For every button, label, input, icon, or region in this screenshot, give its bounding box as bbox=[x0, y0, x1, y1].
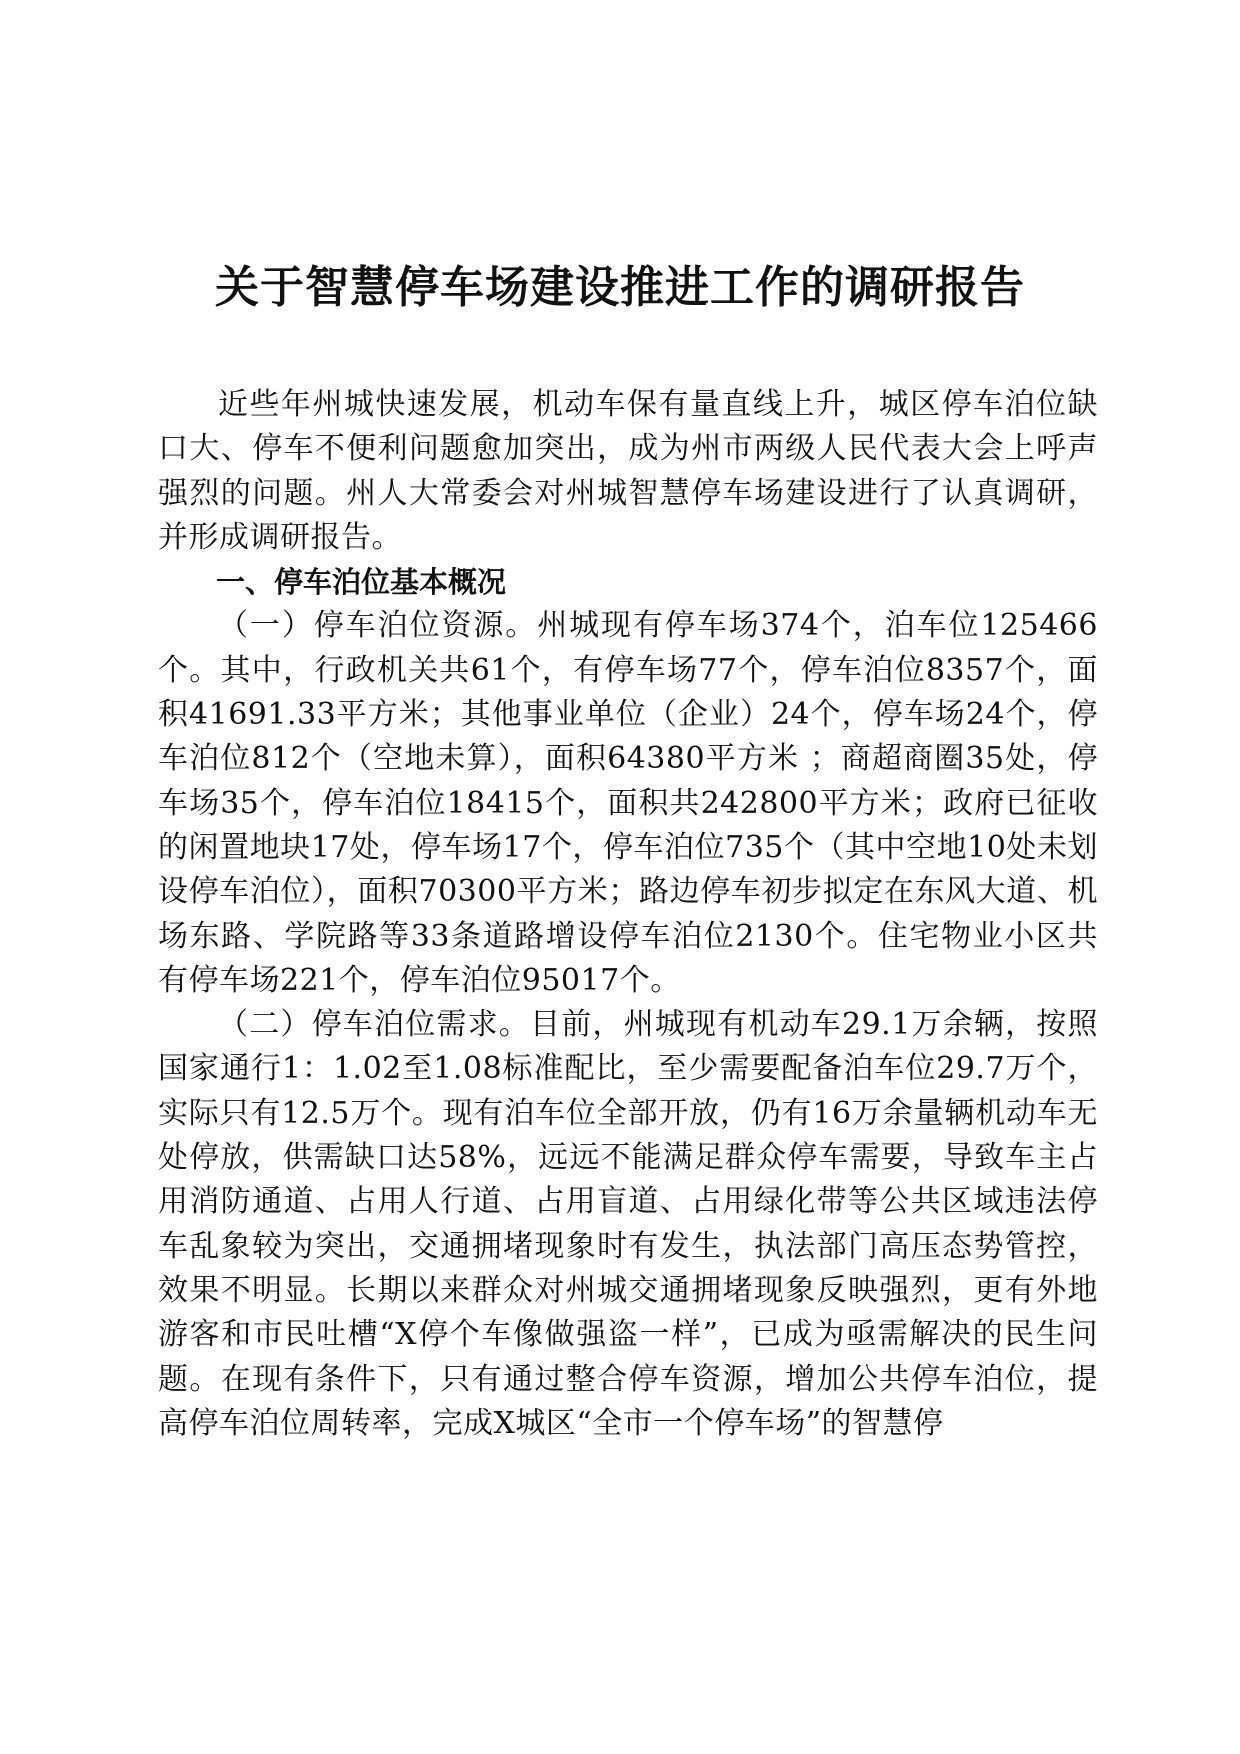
parking-demand-paragraph: （二）停车泊位需求。目前，州城现有机动车29.1万余辆，按照国家通行1：1.02至1.08标准配比，至少需要配备泊车位29.7万个，实际只有12.5万个。现有泊车位全部开放，仍有16万余量辆机动车无处停放，供需缺口达58%，远远不能满足群众停车需要，导致车主占用消防通道、占用人行道、占用盲道、占用绿化带等公共区域违法停车乱象较为突出，交通拥堵现象时有发生，执法部门高压态势管控，效果不明显。长期以来群众对州城交通拥堵现象反映强烈，更有外地游客和市民吐槽“X停个车像做强盗一样”，已成为亟需解决的民生问题。在现有条件下，只有通过整合停车资源，增加公共停车泊位，提高停车泊位周转率，完成X城区“全市一个停车场”的智慧停 bbox=[158, 1007, 1098, 1441]
document-body bbox=[158, 383, 1098, 1446]
parking-resources-paragraph: （一）停车泊位资源。州城现有停车场374个，泊车位125466个。其中，行政机关共61个，有停车场77个，停车泊位8357个，面积41691.33平方米；其他事业单位（企业）24个，停车场24个，停车泊位812个（空地未算），面积64380平方米 ；商超商圈35处，停车场35个，停车泊位18415个，面积共242800平方米；政府已征收的闲置地块17处，停车场17个，停车泊位735个（其中空地10处未划设停车泊位），面积70300平方米；路边停车初步拟定在东风大道、机场东路、学院路等33条道路增设停车泊位2130个。住宅物业小区共有停车场221个，停车泊位95017个。 bbox=[158, 608, 1098, 998]
section-heading: 一、停车泊位基本概况 bbox=[216, 565, 507, 600]
document-title: 关于智慧停车场建设推进工作的调研报告 bbox=[215, 262, 1025, 313]
intro-paragraph: 近些年州城快速发展，机动车保有量直线上升，城区停车泊位缺口大、停车不便利问题愈加突出，成为州市两级人民代表大会上呼声强烈的问题。州人大常委会对州城智慧停车场建设进行了认真调研，并形成调研报告。 bbox=[158, 387, 1098, 555]
